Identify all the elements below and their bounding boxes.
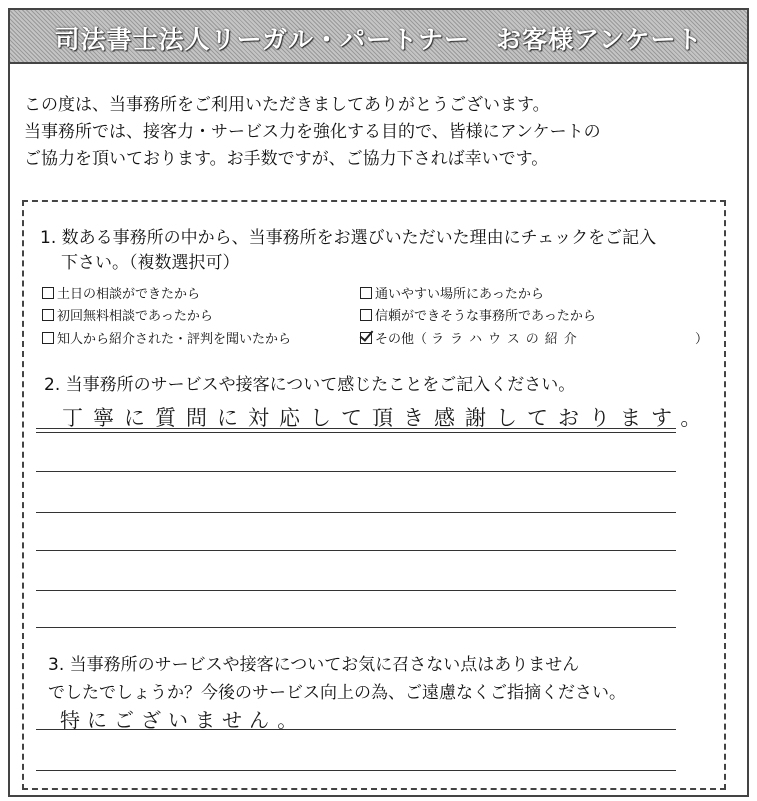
option-label: その他（	[375, 332, 428, 347]
option-other[interactable]	[360, 328, 709, 347]
intro-text	[24, 92, 724, 173]
option-label: 初回無料相談であったから	[57, 309, 213, 324]
checkbox[interactable]	[360, 309, 372, 321]
option-weekend[interactable]	[42, 283, 200, 302]
option-label: 信頼ができそうな事務所であったから	[375, 309, 596, 324]
answer-line	[36, 471, 676, 472]
checkbox[interactable]	[42, 332, 54, 344]
answer-line	[36, 432, 676, 433]
answer-line	[36, 550, 676, 551]
checkbox-checked[interactable]	[360, 332, 372, 344]
answer-line	[36, 627, 676, 628]
answer-line	[36, 770, 676, 771]
option-label: 土日の相談ができたから	[57, 287, 201, 302]
answer-line	[36, 428, 676, 429]
option-trust[interactable]	[360, 305, 596, 324]
option-close-paren: ）	[695, 332, 709, 347]
question-3-text: でしたでしょうか？今後のサービス向上の為、ご遠慮なくご指摘ください。	[48, 683, 626, 703]
intro-line: ご協力を頂いております。お手数ですが、ご協力下されば幸いです。	[24, 149, 549, 169]
checkbox[interactable]	[360, 287, 372, 299]
question-1-text: 下さい。（複数選択可）	[61, 253, 240, 273]
option-label: 知人から紹介された・評判を聞いたから	[57, 332, 292, 347]
answer-line	[36, 512, 676, 513]
question-2-answer: 丁寧に質問に対応して頂き感謝しております。	[62, 406, 712, 430]
checkbox[interactable]	[42, 287, 54, 299]
survey-title: 司法書士法人リーガル・パートナー お客様アンケート	[54, 25, 703, 54]
question-3-text: 3. 当事務所のサービスや接客についてお気に召さない点はありません	[48, 655, 580, 675]
option-label: 通いやすい場所にあったから	[375, 287, 544, 302]
option-location[interactable]	[360, 283, 544, 302]
question-3-answer: 特にございません。	[60, 708, 305, 732]
option-free-consult[interactable]	[42, 305, 213, 324]
option-referral[interactable]	[42, 328, 291, 347]
question-1-text: 1. 数ある事務所の中から、当事務所をお選びいただいた理由にチェックをご記入	[40, 228, 657, 248]
intro-line: この度は、当事務所をご利用いただきましてありがとうございます。	[24, 95, 550, 115]
checkbox[interactable]	[42, 309, 54, 321]
question-1	[40, 226, 730, 276]
answer-line	[36, 729, 676, 730]
question-2-text: 2. 当事務所のサービスや接客について感じたことをご記入ください。	[44, 375, 576, 395]
other-handwritten: ララハウスの紹介	[431, 332, 583, 347]
intro-line: 当事務所では、接客力・サービス力を強化する目的で、皆様にアンケートの	[24, 122, 601, 142]
answer-line	[36, 590, 676, 591]
survey-header	[8, 8, 749, 64]
